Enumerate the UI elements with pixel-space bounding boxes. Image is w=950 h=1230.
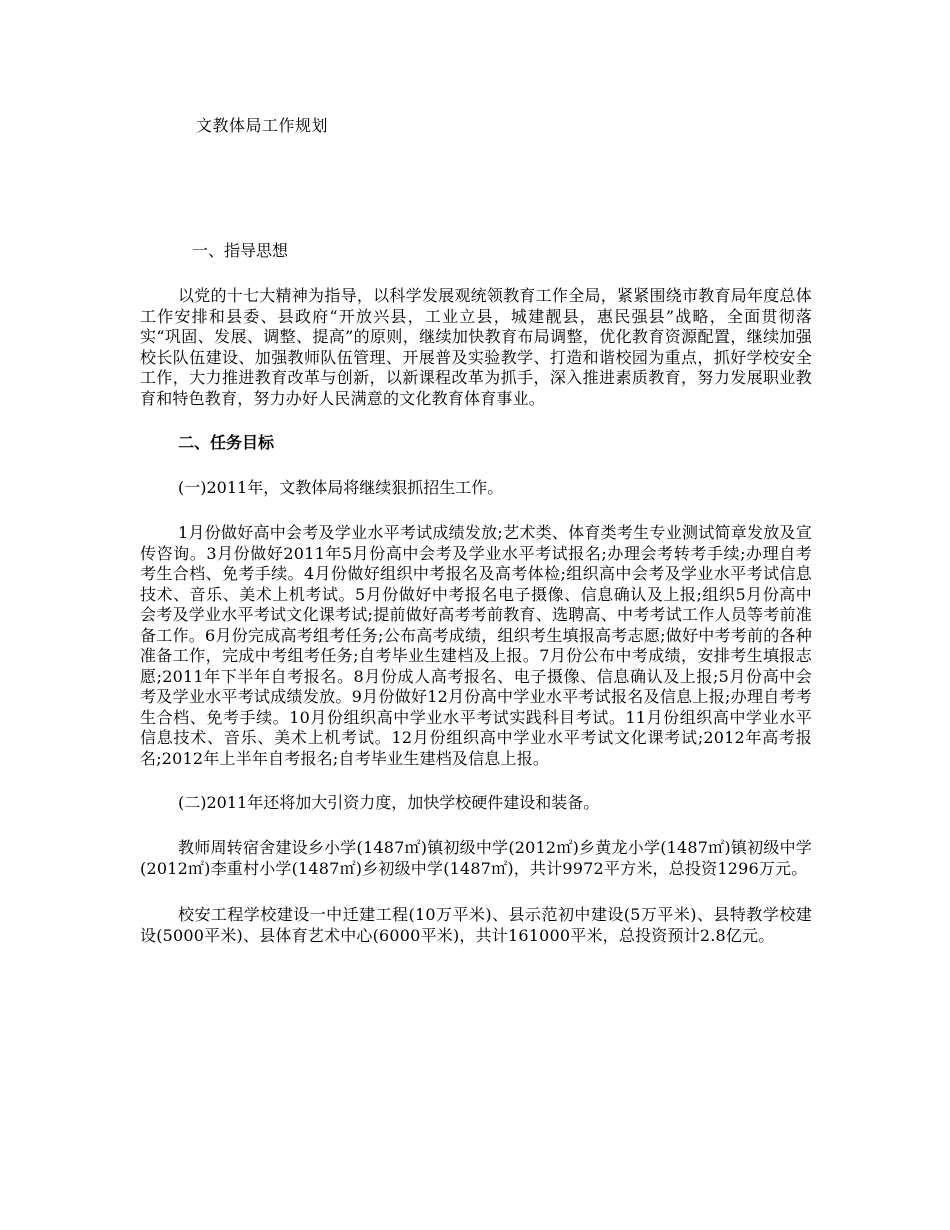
spacer (140, 262, 812, 286)
paragraph-teacher-dormitory: 教师周转宿舍建设乡小学(1487㎡)镇初级中学(2012㎡)乡黄龙小学(1487㎡)镇初级中学(2012㎡)李重村小学(1487㎡)乡初级中学(1487㎡)，共计9972平方米，总投资1296万元。 (140, 838, 812, 878)
paragraph-guiding: 以党的十七大精神为指导，以科学发展观统领教育工作全局，紧紧围绕市教育局年度总体工作安排和县委、县政府“开放兴县，工业立县，城建靓县，惠民强县”战略，全面贯彻落实“巩固、发展、调整、提高”的原则，继续加快教育布局调整，优化教育资源配置，继续加强校长队伍建设、加强教师队伍管理、开展普及实验教学、打造和谐校园为重点，抓好学校安全工作，大力推进教育改革与创新，以新课程改革为抓手，深入推进素质教育，努力发展职业教育和特色教育，努力办好人民满意的文化教育体育事业。 (140, 286, 812, 408)
spacer (140, 454, 812, 477)
spacer (140, 814, 812, 838)
section-heading-goals: 二、任务目标 (178, 433, 275, 452)
paragraph-school-safety-project: 校安工程学校建设一中迁建工程(10万平米)、县示范初中建设(5万平米)、县特教学校建设(5000平米)、县体育艺术中心(6000平米)，共计161000平米，总投资预计2.8亿元。 (140, 905, 812, 945)
spacer (140, 879, 812, 905)
section-heading-guiding: 一、指导思想 (192, 241, 289, 260)
spacer (140, 499, 812, 523)
spacer (140, 409, 812, 432)
document-title: 文教体局工作规划 (196, 116, 329, 135)
spacer (140, 769, 812, 792)
document-body (140, 240, 812, 946)
paragraph-enrollment: 1月份做好高中会考及学业水平考试成绩发放;艺术类、体育类考生专业测试简章发放及宣传咨询。3月份做好2011年5月份高中会考及学业水平考试报名;办理会考转考手续;办理自考考生合档、免考手续。4月份做好组织中考报名及高考体检;组织高中会考及学业水平考试信息技术、音乐、美术上机考试。5月份做好中考报名电子摄像、信息确认及上报;组织5月份高中会考及学业水平考试文化课考试;提前做好高考考前教育、选聘高、中考考试工作人员等考前准备工作。6月份完成高考组考任务;公布高考成绩，组织考生填报高考志愿;做好中考考前的各种准备工作，完成中考组考任务;自考毕业生建档及上报。7月份公布中考成绩，安排考生填报志愿;2011年下半年自考报名。8月份成人高考报名、电子摄像、信息确认及上报;5月份高中会考及学业水平考试成绩发放。9月份做好12月份高中学业水平考试报名及信息上报;办理自考考生合档、免考手续。10月份组织高中学业水平考试实践科目考试。11月份组织高中学业水平信息技术、音乐、美术上机考试。12月份组织高中学业水平考试文化课考试;2012年高考报名;2012年上半年自考报名;自考毕业生建档及信息上报。 (140, 523, 812, 768)
goal-item1-heading: (一)2011年，文教体局将继续狠抓招生工作。 (178, 478, 504, 497)
goal-item2-heading: (二)2011年还将加大引资力度，加快学校硬件建设和装备。 (178, 793, 600, 812)
